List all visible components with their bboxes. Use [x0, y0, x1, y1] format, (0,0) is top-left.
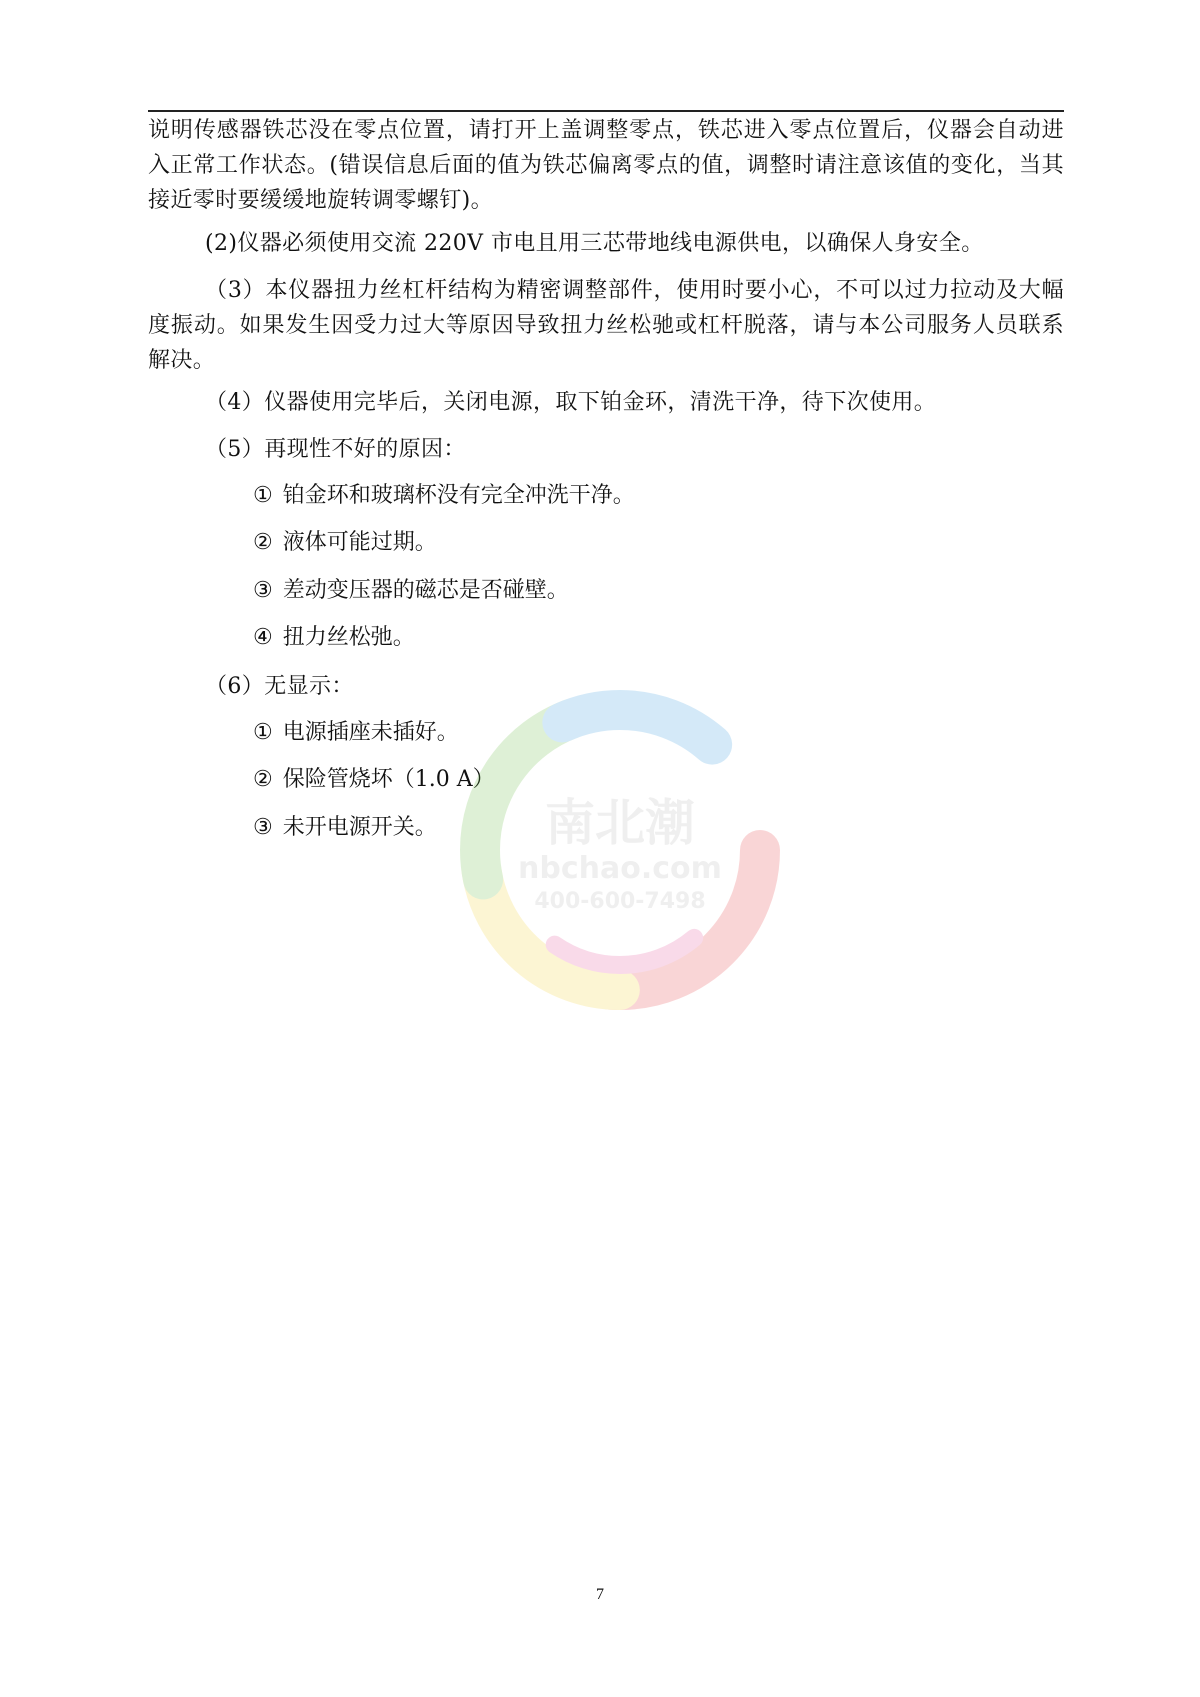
list-number: ②: [253, 530, 273, 555]
paragraph-5: （5）再现性不好的原因：: [205, 437, 466, 462]
list-number: ③: [253, 815, 273, 840]
list-item: [253, 527, 437, 559]
list-item: [253, 812, 437, 844]
paragraph-6: （6）无显示：: [205, 674, 354, 699]
watermark-phone: 400-600-7498: [534, 889, 706, 914]
list-number: ①: [253, 720, 273, 745]
list-number: ②: [253, 767, 273, 792]
list-item: [253, 575, 569, 607]
list-text: 保险管烧坏（1.0 A）: [282, 767, 495, 792]
paragraph-2: (2)仪器必须使用交流 220V 市电且用三芯带地线电源供电，以确保人身安全。: [205, 231, 984, 256]
header-rule: [148, 110, 1064, 112]
list-text: 扭力丝松弛。: [282, 625, 415, 650]
watermark-brand: 南北潮: [545, 794, 695, 852]
list-number: ④: [253, 625, 273, 650]
watermark-logo: [420, 650, 820, 1070]
list-text: 未开电源开关。: [282, 815, 437, 840]
list-number: ③: [253, 578, 273, 603]
list-item: [253, 480, 635, 512]
watermark-site: nbchao.com: [518, 851, 722, 886]
list-text: 电源插座未插好。: [282, 720, 459, 745]
paragraph-1: 说明传感器铁芯没在零点位置，请打开上盖调整零点，铁芯进入零点位置后，仪器会自动进入正常工作状态。(错误信息后面的值为铁芯偏离零点的值，调整时请注意该值的变化，当其接近零时要缓缓地旋转调零螺钉)。: [148, 118, 1064, 213]
list-text: 铂金环和玻璃杯没有完全冲洗干净。: [282, 483, 635, 508]
paragraph-4: （4）仪器使用完毕后，关闭电源，取下铂金环，清洗干净，待下次使用。: [205, 390, 937, 415]
list-text: 液体可能过期。: [282, 530, 437, 555]
page-number: 7: [596, 1586, 604, 1603]
list-text: 差动变压器的磁芯是否碰壁。: [282, 578, 569, 603]
list-item: [253, 622, 415, 654]
paragraph-3: （3）本仪器扭力丝杠杆结构为精密调整部件，使用时要小心，不可以过力拉动及大幅度振动。如果发生因受力过大等原因导致扭力丝松驰或杠杆脱落，请与本公司服务人员联系解决。: [148, 278, 1064, 373]
list-number: ①: [253, 483, 273, 508]
